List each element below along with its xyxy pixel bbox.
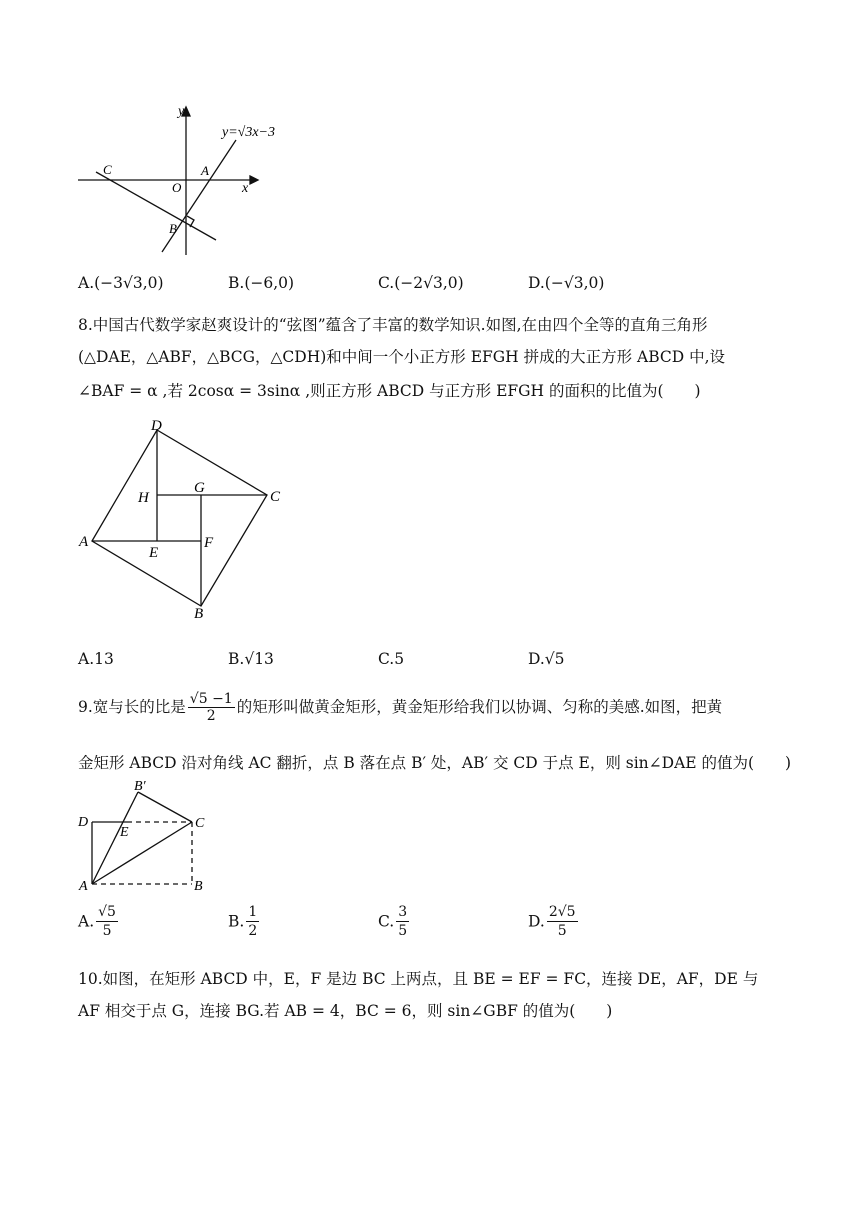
q9-option-b-prefix: B. [228, 912, 245, 931]
q7-option-d[interactable]: D.(−√3,0) [528, 274, 605, 292]
q9-option-a-prefix: A. [78, 912, 95, 931]
point-a-label: A [201, 163, 209, 178]
q9-option-b[interactable] [228, 904, 261, 939]
q9-option-b-den: 2 [248, 923, 258, 939]
line-bc [96, 172, 216, 240]
q9-text-line2: 金矩形 ABCD 沿对角线 AC 翻折，点 B 落在点 B′ 处，AB′ 交 CD 于点 E，则 sin∠DAE 的值为( ) [78, 754, 792, 772]
point-d-label: D [78, 815, 89, 830]
q9-option-d-prefix: D. [528, 912, 545, 931]
point-a-label: A [79, 879, 88, 894]
q9-option-d-den: 5 [557, 923, 567, 939]
q9-option-c-num: 3 [398, 904, 408, 920]
q9-option-c-den: 5 [398, 923, 408, 939]
q8-xian-figure [72, 412, 302, 622]
point-b-label: B [169, 221, 177, 236]
q8-text-line1: 8.中国古代数学家赵爽设计的“弦图”蕴含了丰富的数学知识.如图,在由四个全等的直角三角形 [78, 316, 708, 334]
point-c-label: C [103, 162, 112, 177]
fraction-numerator: √5 −1 [189, 691, 233, 707]
q9-text-line1 [78, 692, 722, 723]
q9-option-c[interactable] [378, 904, 411, 939]
origin-label: O [172, 180, 182, 195]
point-b-label: B [194, 606, 204, 622]
point-e-label: E [120, 825, 129, 840]
line-equation: y=√3x−3 [222, 125, 276, 140]
q10-text-line1: 10.如图，在矩形 ABCD 中，E，F 是边 BC 上两点，且 BE = EF = FC，连接 DE，AF，DE 与 [78, 970, 759, 988]
q9-option-b-num: 1 [248, 904, 258, 920]
q8-text-line2: (△DAE，△ABF，△BCG，△CDH)和中间一个小正方形 EFGH 拼成的大正方形 ABCD 中,设 [78, 348, 726, 366]
q9-option-a-fraction [96, 904, 118, 939]
point-h-label: H [138, 490, 149, 506]
segment-b-prime-c [138, 792, 192, 822]
q8-option-a[interactable]: A.13 [78, 650, 114, 668]
point-e-label: E [149, 545, 159, 561]
q9-option-c-prefix: C. [378, 912, 395, 931]
x-label: x [242, 181, 249, 196]
point-c-label: C [195, 816, 205, 831]
point-b-label: B [194, 879, 203, 894]
q9-option-d[interactable] [528, 904, 580, 939]
q9-line1-post: 的矩形叫做黄金矩形，黄金矩形给我们以协调、匀称的美感.如图，把黄 [236, 697, 723, 716]
x-axis-arrow [250, 176, 258, 184]
point-b-prime-label: B′ [134, 779, 146, 794]
q9-option-d-num: 2√5 [548, 904, 576, 920]
point-a-label: A [79, 534, 89, 550]
q8-option-c[interactable]: C.5 [378, 650, 405, 668]
q9-golden-rectangle-figure [72, 776, 222, 896]
point-g-label: G [194, 480, 205, 496]
q7-option-b[interactable]: B.(−6,0) [228, 274, 295, 292]
point-d-label: D [151, 418, 162, 434]
q7-coordinate-figure [70, 100, 310, 260]
q9-option-a-num: √5 [98, 904, 116, 920]
q9-option-a[interactable] [78, 904, 120, 939]
q8-text-line3: ∠BAF = α ,若 2cosα = 3sinα ,则正方形 ABCD 与正方形 EFGH 的面积的比值为( ) [78, 382, 701, 400]
q8-option-b[interactable]: B.√13 [228, 650, 274, 668]
q9-option-c-fraction [396, 904, 409, 939]
q9-line1-pre: 9.宽与长的比是 [78, 697, 186, 716]
right-angle-mark [187, 216, 194, 227]
q10-text-line2: AF 相交于点 G，连接 BG.若 AB = 4，BC = 6，则 sin∠GBF 的值为( ) [78, 1002, 613, 1020]
q9-option-b-fraction [246, 904, 259, 939]
point-c-label: C [270, 489, 281, 505]
point-f-label: F [204, 535, 214, 551]
q9-option-a-den: 5 [102, 923, 112, 939]
q9-option-d-fraction [547, 904, 578, 939]
golden-ratio-fraction [188, 692, 235, 723]
q7-option-a[interactable]: A.(−3√3,0) [78, 274, 164, 292]
y-label: y [178, 104, 185, 119]
fraction-denominator: 2 [206, 708, 216, 724]
q7-option-c[interactable]: C.(−2√3,0) [378, 274, 464, 292]
square-abcd [92, 430, 267, 606]
q8-option-d[interactable]: D.√5 [528, 650, 565, 668]
